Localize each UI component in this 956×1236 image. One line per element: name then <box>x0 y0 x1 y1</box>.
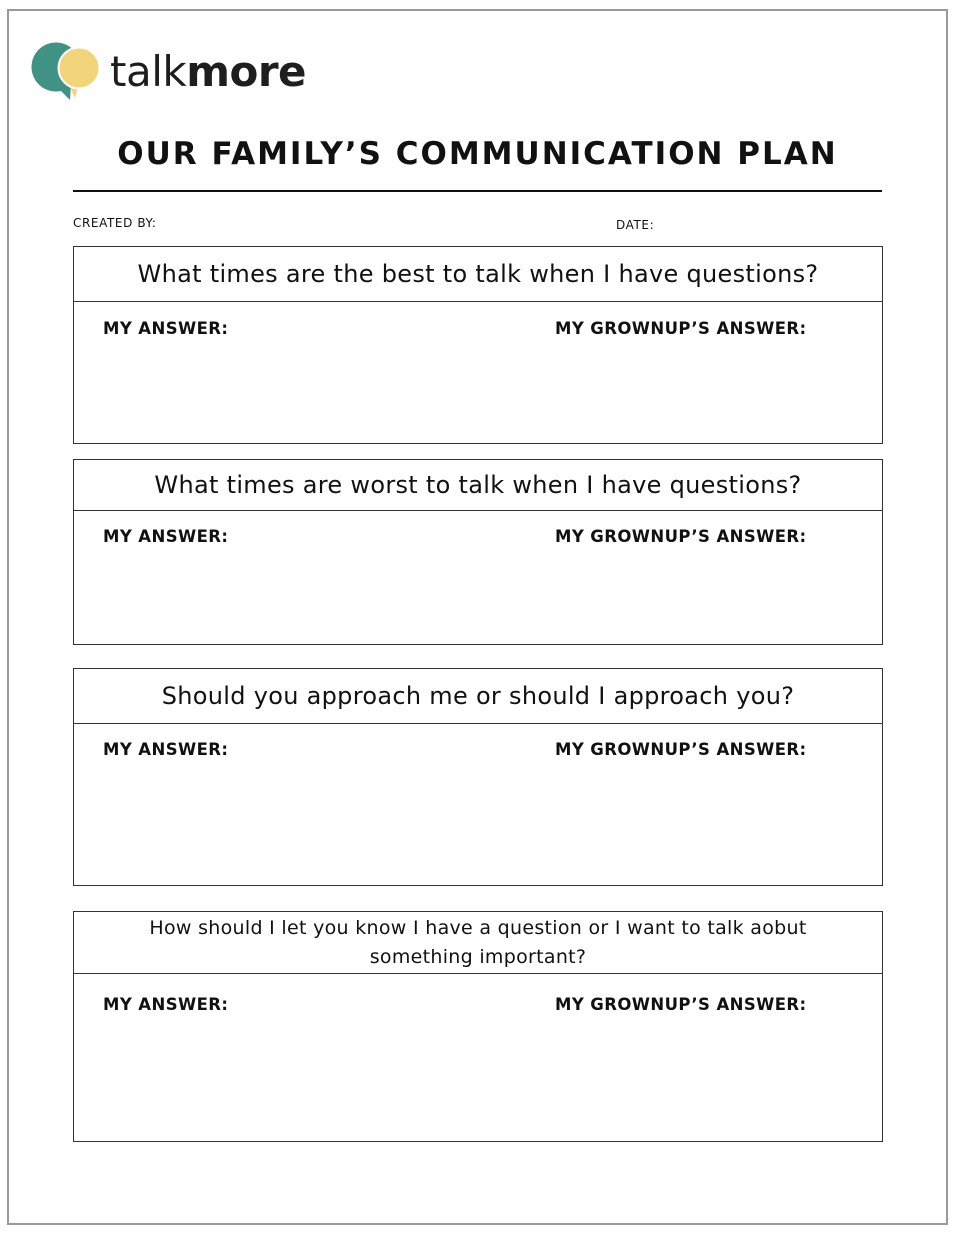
created-by-label: CREATED BY: <box>73 216 157 230</box>
grownup-answer-label-2: MY GROWNUP’S ANSWER: <box>555 527 807 546</box>
question-text-3: Should you approach me or should I approach you? <box>74 669 882 724</box>
question-section-1 <box>73 246 883 444</box>
brand-word-more: more <box>186 47 307 96</box>
brand-wordmark <box>110 46 306 98</box>
grownup-answer-label-3: MY GROWNUP’S ANSWER: <box>555 740 807 759</box>
speech-bubbles-icon <box>30 40 102 104</box>
question-text-2: What times are worst to talk when I have questions? <box>74 460 882 511</box>
my-answer-label-4: MY ANSWER: <box>103 995 229 1014</box>
question-text-4: How should I let you know I have a question or I want to talk aobut something important? <box>74 912 882 974</box>
page-title: OUR FAMILY’S COMMUNICATION PLAN <box>117 136 838 172</box>
question-section-2 <box>73 459 883 645</box>
my-answer-label-3: MY ANSWER: <box>103 740 229 759</box>
talkmore-logo <box>30 40 330 104</box>
brand-word-talk: talk <box>110 47 187 96</box>
grownup-answer-label-1: MY GROWNUP’S ANSWER: <box>555 319 807 338</box>
question-text-1: What times are the best to talk when I have questions? <box>74 247 882 302</box>
my-answer-label-1: MY ANSWER: <box>103 319 229 338</box>
grownup-answer-label-4: MY GROWNUP’S ANSWER: <box>555 995 807 1014</box>
question-section-4 <box>73 911 883 1142</box>
my-answer-label-2: MY ANSWER: <box>103 527 229 546</box>
question-section-3 <box>73 668 883 886</box>
date-label: DATE: <box>616 218 655 232</box>
title-divider <box>73 190 882 192</box>
